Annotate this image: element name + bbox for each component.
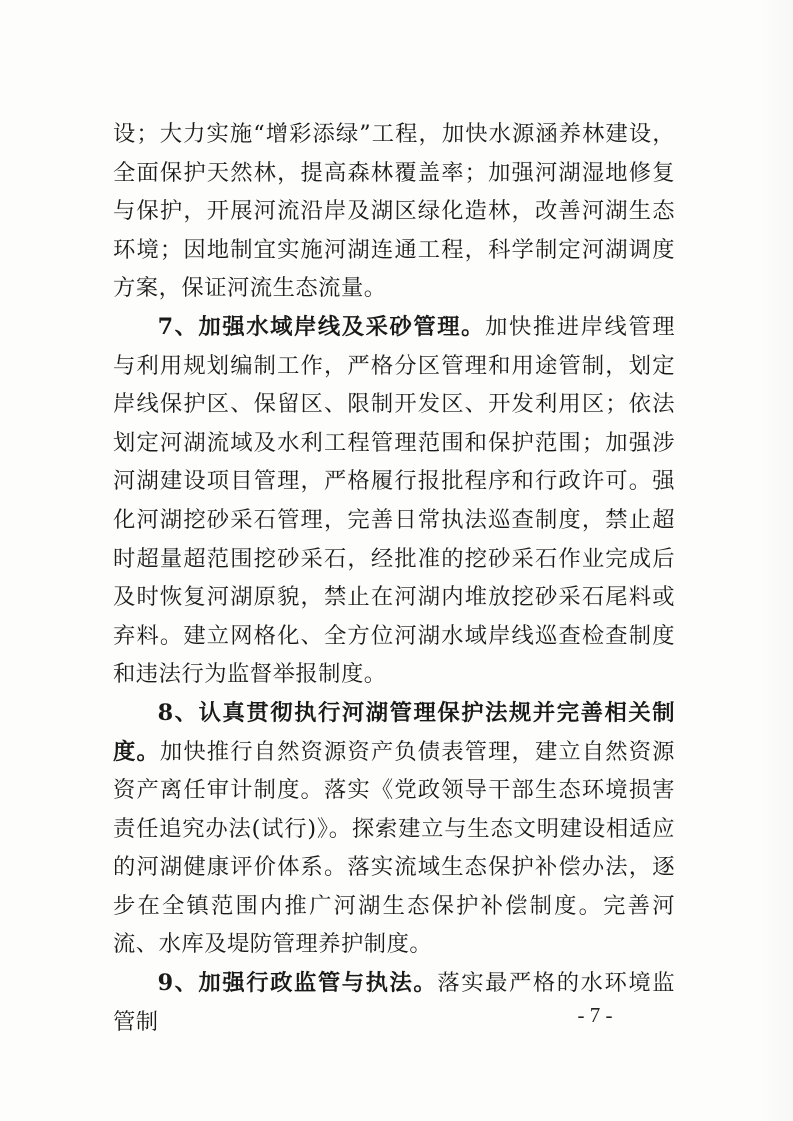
section-heading-7: 7、加强水域岸线及采砂管理。 [157, 313, 486, 340]
paragraph-text: 落实最严格的水环境监管制 [113, 970, 675, 1035]
paragraph-8 [113, 694, 675, 964]
paragraph-text: 加快推行自然资源资产负债表管理，建立自然资源资产离任审计制度。落实《党政领导干部生态环境损害责任追究办法(试行)》。探索建立与生态文明建设相适应的河湖健康评价体系。落实流域生态保护补偿办法，逐步在全镇范围内推广河湖生态保护补偿制度。完善河流、水库及堤防管理养护制度。 [113, 738, 675, 958]
paragraph-text: 设；大力实施“增彩添绿”工程，加快水源涵养林建设，全面保护天然林，提高森林覆盖率；加强河湖湿地修复与保护，开展河流沿岸及湖区绿化造林，改善河湖生态环境；因地制宜实施河湖连通工程，科学制定河湖调度方案，保证河流生态流量。 [113, 121, 675, 302]
paragraph-text: 加快推进岸线管理与利用规划编制工作，严格分区管理和用途管制，划定岸线保护区、保留区、限制开发区、开发利用区；依法划定河湖流域及水利工程管理范围和保护范围；加强涉河湖建设项目管理，严格履行报批程序和行政许可。强化河湖挖砂采石管理，完善日常执法巡查制度，禁止超时超量超范围挖砂采石，经批准的挖砂采石作业完成后及时恢复河湖原貌，禁止在河湖内堆放挖砂采石尾料或弃料。建立网格化、全方位河湖水域岸线巡查检查制度和违法行为监督举报制度。 [113, 313, 675, 688]
section-heading-9: 9、加强行政监管与执法。 [157, 970, 438, 997]
page-number: - 7 - [577, 1003, 613, 1027]
body-text [113, 115, 675, 1041]
section-heading-8: 8、认真贯彻执行河湖管理保护法规并完善相关制度。 [113, 699, 675, 765]
scan-edge-shadow [759, 0, 793, 1121]
paragraph-continued [113, 115, 675, 308]
paragraph-7 [113, 308, 675, 694]
